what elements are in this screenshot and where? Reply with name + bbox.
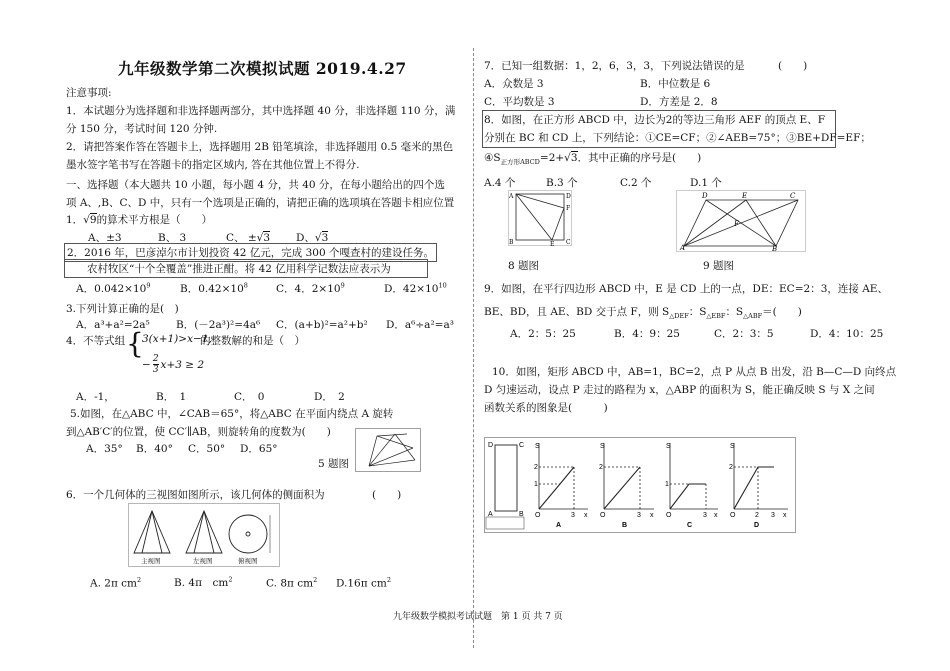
question-4-inequality-1: 3(x+1)>x−1, bbox=[142, 333, 212, 345]
fig10-rect-a: A bbox=[488, 511, 493, 518]
fig10-rect-c: C bbox=[519, 442, 525, 449]
graph-c-3: 3 bbox=[703, 512, 707, 519]
figure-10-graphs bbox=[484, 437, 796, 533]
graph-c-caption: C bbox=[687, 522, 693, 529]
question-2-line-1: 2．2016 年，巴彦淖尔市计划投资 42 亿元，完成 300 个嘎查村的建设任务。 bbox=[64, 243, 437, 262]
graph-b-caption: B bbox=[622, 522, 628, 529]
figure-8 bbox=[508, 190, 572, 246]
question-6-paren: ( ) bbox=[372, 489, 402, 501]
fig9-label-c: C bbox=[790, 192, 796, 200]
graph-b-x: x bbox=[650, 512, 654, 519]
question-2-line-2: 农村牧区“十个全覆盖”推进正酣。将 42 亿用科学记数法应表示为 bbox=[64, 259, 428, 278]
question-5-line-2: 到△AB′C′的位置，使 CC′∥AB，则旋转角的度数为( ) bbox=[66, 426, 331, 438]
graph-d-2: 2 bbox=[729, 464, 733, 471]
fig9-label-a: A bbox=[680, 244, 686, 252]
question-8-line-2: 分别在 BC 和 CD 上，下列结论：①CE=CF；②∠AEB=75°；③BE+DF=EF； bbox=[484, 132, 871, 144]
question-7-paren: ( ) bbox=[778, 60, 808, 72]
figure-5-caption: 5 题图 bbox=[318, 458, 350, 470]
question-4-inequality-2: − $\frac{2}{3}$ x+3 ≥ 2 bbox=[142, 354, 205, 375]
question-8-options: A.4 个 B.3 个 C.2 个 D.1 个 bbox=[484, 177, 722, 189]
graph-d-s: S bbox=[730, 443, 735, 450]
fig8-label-a: A bbox=[509, 193, 514, 200]
question-9-line-1: 9．如图，在平行四边形 ABCD 中，E 是 CD 上的一点，DE：EC=2：3，连接 AE、 bbox=[484, 283, 888, 295]
front-view-label: 主视图 bbox=[141, 557, 161, 565]
graph-d-caption: D bbox=[754, 522, 760, 529]
question-9-line-2: BE、BD，且 AE、BD 交于点 F，则 $S_{\triangle DEF}$：$S_{\triangle EBF}$：$S_{\triangle ABF}=$( ) bbox=[484, 306, 802, 321]
note-1b: 分 150 分，考试时间 120 分钟. bbox=[66, 123, 218, 135]
fig8-label-e: E bbox=[550, 241, 555, 246]
question-5-line-1: 5.如图，在△ABC 中，∠CAB＝65°，将△ABC 在平面内绕点 A 旋转 bbox=[70, 408, 394, 420]
fig9-label-f: F bbox=[734, 220, 739, 228]
note-1a: 1．本试题分为选择题和非选择题两部分，其中选择题 40 分，非选择题 110 分，满 bbox=[66, 105, 456, 117]
graph-b-3: 3 bbox=[637, 512, 641, 519]
top-view-label: 俯视图 bbox=[238, 557, 258, 565]
question-2-options: A．$0.042\times 10^9$ B．$0.42\times 10^8$ C．4．$2\times 10^9$ D．$42\times 10^{10}$ bbox=[76, 281, 447, 295]
question-10-line-2: D 匀速运动，设点 P 走过的路程为 x，△ABP 的面积为 S，能正确反映 S 与 X 之间 bbox=[484, 384, 875, 396]
graph-a-3: 3 bbox=[571, 512, 575, 519]
question-6-options: A. 2π $cm^2$ B. 4π $cm^2$ C. 8π $cm^2$ D.16π $cm^2$ bbox=[90, 575, 391, 589]
fig10-rect-d: D bbox=[488, 442, 494, 449]
fig10-rect-b: B bbox=[519, 511, 524, 518]
graph-b-s: S bbox=[600, 443, 605, 450]
question-10-line-3: 函数关系的图象是( ) bbox=[484, 402, 608, 414]
section-1-line-2: 项 A、,B、C、D 中，只有一个选项是正确的，请把正确的选项填在答题卡相应位置 bbox=[66, 197, 455, 209]
question-7-option-c: C．平均数是 3 bbox=[484, 96, 555, 108]
graph-c-1: 1 bbox=[665, 481, 669, 488]
fig9-label-b: B bbox=[772, 245, 778, 252]
graph-a-x: x bbox=[584, 512, 588, 519]
question-8-line-1: 8．如图，在正方形 ABCD 中，边长为2的等边三角形 AEF 的顶点 E、F bbox=[484, 114, 825, 126]
question-7-option-a: A．众数是 3 bbox=[484, 78, 544, 90]
graph-a-s: S bbox=[535, 443, 540, 450]
graph-d-o: O bbox=[730, 512, 736, 519]
graph-c-o: O bbox=[666, 512, 672, 519]
question-10-line-1: 10．如图，矩形 ABCD 中，AB=1，BC=2，点 P 从点 B 出发，沿 B—C—D 向终点 bbox=[492, 366, 897, 378]
question-7-stem: 7．已知一组数据：1，2，6，3，3，下列说法错误的是 bbox=[484, 60, 745, 72]
graph-d-3: 3 bbox=[771, 512, 775, 519]
question-4-stem-suffix: 的整数解的和是（ ） bbox=[200, 335, 305, 347]
question-1-options: A、±3 B、 3 C、 ±√3 D、√3 bbox=[88, 232, 329, 244]
question-4-options: A．-1， B． 1 C． 0 D． 2 bbox=[76, 391, 345, 403]
graph-c-x: x bbox=[714, 512, 718, 519]
fig9-label-e: E bbox=[742, 192, 748, 200]
graph-b bbox=[604, 443, 654, 509]
note-2a: 2．请把答案作答在答题卡上，选择题用 2B 铅笔填涂，非选择题用 0.5 毫米的黑色 bbox=[66, 141, 454, 153]
question-7-option-b: B．中位数是 6 bbox=[640, 78, 711, 90]
question-1-stem: 1．√9的算术平方根是（ ） bbox=[66, 214, 213, 226]
graph-a-o: O bbox=[535, 512, 541, 519]
graph-a-1: 1 bbox=[534, 481, 538, 488]
fig8-label-c: C bbox=[566, 239, 571, 246]
graph-c bbox=[670, 443, 718, 509]
graph-a bbox=[539, 443, 588, 509]
question-3-stem: 3.下列计算正确的是( ) bbox=[66, 303, 179, 315]
question-4-stem-prefix: 4．不等式组 bbox=[66, 335, 126, 347]
question-8-line-3: $④S_{正方形ABCD}=2+√3$．其中正确的序号是( ) bbox=[484, 152, 702, 167]
figure-9 bbox=[676, 190, 806, 252]
question-5-options: A．35° B．40° C．50° D．65° bbox=[86, 443, 278, 455]
graph-d bbox=[734, 443, 788, 509]
figure-9-caption: 9 题图 bbox=[703, 260, 735, 272]
graph-a-2: 2 bbox=[534, 464, 538, 471]
column-divider bbox=[473, 48, 475, 648]
question-9-options: A．2：5：25 B．4：9：25 C．2：3：5 D．4：10：25 bbox=[510, 328, 884, 340]
fig8-label-f: F bbox=[566, 205, 571, 212]
graph-d-2x: 2 bbox=[755, 512, 759, 519]
left-view-label: 左视图 bbox=[193, 557, 213, 565]
graph-a-caption: A bbox=[556, 522, 562, 529]
question-6-stem: 6．一个几何体的三视图如图所示，该几何体的侧面积为 bbox=[66, 489, 325, 501]
figure-8-caption: 8 题图 bbox=[508, 260, 540, 272]
graph-d-x: x bbox=[783, 512, 787, 519]
section-1-line-1: 一、选择题（本大题共 10 小题，每小题 4 分，共 40 分，在每小题给出的四个选 bbox=[66, 179, 445, 191]
fig9-label-d: D bbox=[702, 192, 708, 200]
fig8-label-d: D bbox=[566, 193, 571, 200]
page-title: 九年级数学第二次模拟试题 2019.4.27 bbox=[118, 59, 407, 78]
graph-b-2: 2 bbox=[599, 464, 603, 471]
figure-5 bbox=[355, 428, 421, 472]
question-7-option-d: D．方差是 2．8 bbox=[640, 96, 718, 108]
graph-b-o: O bbox=[600, 512, 606, 519]
notes-heading: 注意事项: bbox=[66, 87, 112, 99]
graph-c-s: S bbox=[666, 443, 671, 450]
question-4-brace: { bbox=[126, 327, 144, 360]
fig8-label-b: B bbox=[509, 239, 514, 246]
note-2b: 墨水签字笔书写在答题卡的指定区域内, 答在其他位置上不得分. bbox=[66, 159, 360, 171]
page-footer: 九年级数学模拟考试试题 第 1 页 共 7 页 bbox=[393, 612, 563, 622]
question-3-options: A．a³+a²=2a⁵ B．(－2a³)²=4a⁶ C．(a+b)²=a²+b² D．a⁶÷a²=a³ bbox=[76, 319, 454, 331]
